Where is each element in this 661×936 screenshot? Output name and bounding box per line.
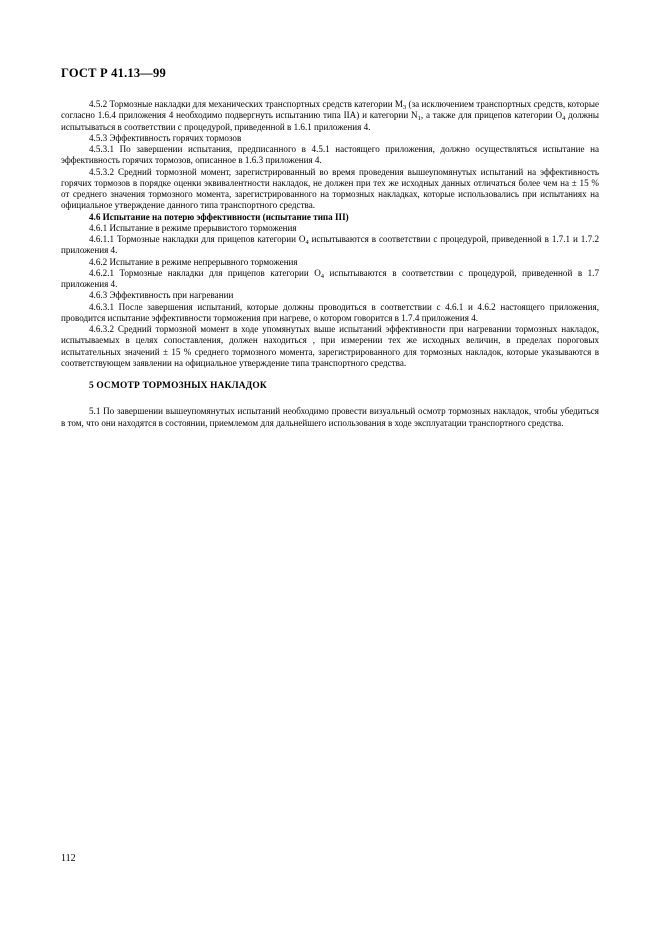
document-header: ГОСТ Р 41.13—99 <box>61 66 166 80</box>
section-heading-5: 5 ОСМОТР ТОРМОЗНЫХ НАКЛАДОК <box>89 381 267 391</box>
paragraph-4-6-3-1: 4.6.3.1 После завершения испытаний, которые должны проводиться в соответствии с 4.6.1 и 4.6.2 настоящего приложения, проводится испытание эффективности торможения при нагреве, о котором говорится в 1.7.4 приложения 4. <box>61 301 599 323</box>
page-number: 112 <box>61 853 76 864</box>
paragraph-4-6-1: 4.6.1 Испытание в режиме прерывистого торможения <box>89 222 297 233</box>
paragraph-4-6-3: 4.6.3 Эффективность при нагревании <box>89 290 234 301</box>
paragraph-4-6-3-2: 4.6.3.2 Средний тормозной момент в ходе упомянутых выше испытаний эффективности при нагревании тормозных накладок, испытываемых в целях сопоставления, должен находиться , при измерении тех же исходных величин, в пределах пороговых испытательных значений ± 15 % среднего тормозного момента, зарегистрированного для тормозных накладок, которые указываются в соответствующем заявлении на официальное утверждение типа транспортного средства. <box>61 324 599 368</box>
heading-4-6: 4.6 Испытание на потерю эффективности (испытание типа III) <box>89 211 349 222</box>
paragraph-4-5-3-2: 4.5.3.2 Средний тормозной момент, зарегистрированный во время проведения вышеупомянутых испытаний на эффективность горячих тормозов в порядке оценки эквивалентности накладок, не должен при тех же исходных данных отличаться более чем на ± 15 % от среднего значения тормозного момента, зарегистрированного на тормозных накладках, которые использовались при испытаниях на официальное утверждение данного типа транспортного средства. <box>61 166 599 211</box>
paragraph-4-6-2: 4.6.2 Испытание в режиме непрерывного торможения <box>89 256 298 267</box>
paragraph-4-6-1-1: 4.6.1.1 Тормозные накладки для прицепов категории $O_4$ испытываются в соответствии с процедурой, приведенной в 1.7.1 и 1.7.2 приложения 4. <box>61 234 599 256</box>
paragraph-4-6-2-1: 4.6.2.1 Тормозные накладки для прицепов категории $O_4$ испытываются в соответствии с процедурой, приведенной в 1.7 приложения 4. <box>61 267 599 289</box>
paragraph-5-1: 5.1 По завершении вышеупомянутых испытаний необходимо провести визуальный осмотр тормозных накладок, чтобы убедиться в том, что они находятся в состоянии, приемлемом для дальнейшего использования в ходе эксплуатации транспортного средства. <box>61 406 599 428</box>
paragraph-4-5-2: 4.5.2 Тормозные накладки для механических транспортных средств категории $M_3$ (за исключением транспортных средств, которые согласно 1.6.4 приложения 4 необходимо подвергнуть испытанию типа IIA) и категории $N_1$, а также для прицепов категории $O_4$ должны испытываться в соответствии с процедурой, приведенной в 1.6.1 приложения 4. <box>61 99 600 132</box>
document-body <box>61 99 599 429</box>
paragraph-4-5-3: 4.5.3 Эффективность горячих тормозов <box>89 132 242 143</box>
paragraph-4-5-3-1: 4.5.3.1 По завершении испытания, предписанного в 4.5.1 настоящего приложения, должно осуществляться испытание на эффективность горячих тормозов, описанное в 1.6.3 приложения 4. <box>61 144 599 166</box>
